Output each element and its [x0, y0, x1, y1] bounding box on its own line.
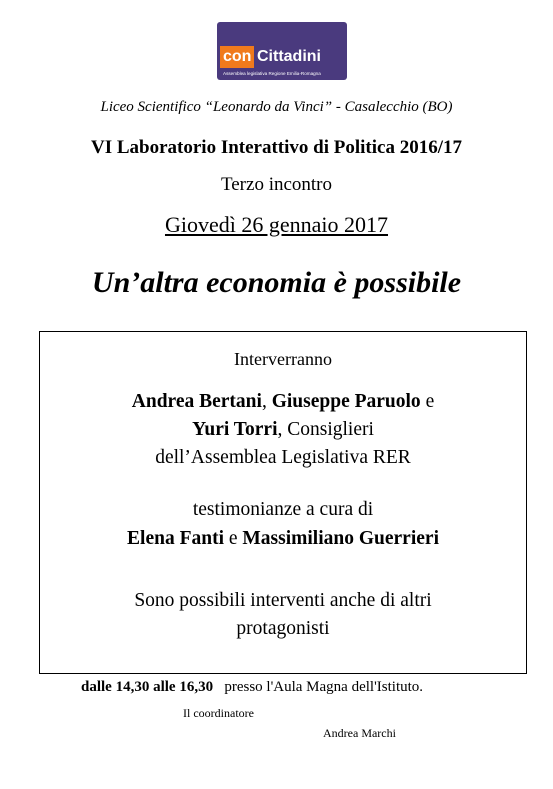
conjunction-text: e	[223, 528, 243, 549]
event-time: dalle 14,30 alle 16,30	[81, 679, 214, 695]
witness-name: Massimiliano Guerrieri	[242, 528, 439, 549]
event-location: presso l'Aula Magna dell'Istituto.	[213, 679, 424, 695]
event-title: Un’altra economia è possibile	[91, 266, 462, 299]
speakers-line-2	[40, 419, 526, 441]
school-name: Liceo Scientifico “Leonardo da Vinci” - Casalecchio (BO)	[100, 99, 453, 115]
speaker-name: Andrea Bertani	[131, 391, 262, 412]
speaker-role: , Consiglieri	[277, 419, 374, 440]
coordinator-name: Andrea Marchi	[323, 726, 396, 740]
logo-subtitle: Assemblea legislativa Regione Emilia-Romagna	[223, 71, 321, 76]
speakers-line-1	[40, 391, 526, 413]
closing-note-line-2: protagonisti	[236, 618, 330, 639]
conjunction-text: e	[420, 391, 435, 412]
logo-cittadini-text: Cittadini	[257, 48, 321, 65]
assembly-name: dell’Assemblea Legislativa RER	[155, 447, 411, 468]
speakers-intro: Interverranno	[234, 349, 332, 369]
witness-name: Elena Fanti	[127, 528, 224, 549]
separator-text: ,	[261, 391, 272, 412]
speakers-box	[39, 331, 527, 674]
speaker-name: Yuri Torri	[192, 419, 278, 440]
logo-con-text: con	[220, 46, 254, 68]
witnesses-line	[40, 528, 526, 550]
closing-note-line-1: Sono possibili interventi anche di altri	[134, 590, 432, 611]
laboratory-title: VI Laboratorio Interattivo di Politica 2016/17	[91, 137, 462, 158]
event-date-text: Giovedì 26 gennaio 2017	[164, 212, 389, 237]
concittadini-logo	[217, 22, 347, 80]
coordinator-label: Il coordinatore	[183, 706, 254, 720]
time-location	[81, 679, 423, 696]
meeting-number: Terzo incontro	[220, 174, 333, 195]
testimony-intro: testimonianze a cura di	[192, 499, 374, 520]
event-date	[0, 212, 553, 238]
speaker-name: Giuseppe Paruolo	[271, 391, 421, 412]
